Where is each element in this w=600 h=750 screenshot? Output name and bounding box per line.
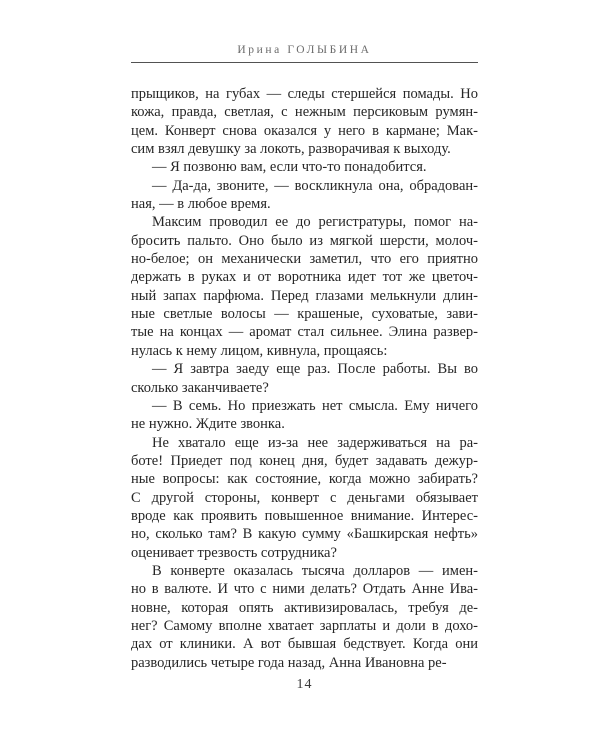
text-line: бросить пальто. Оно было из мягкой шерсти, молоч- [131,232,478,249]
paragraph [131,158,478,176]
text-line: — Да-да, звоните, — воскликнула она, обрадован- [152,177,478,194]
text-line: нулась к нему лицом, кивнула, прощаясь: [131,342,388,359]
paragraph [131,434,478,562]
text-line: — Я завтра заеду еще раз. После работы. Вы во [152,361,478,378]
text-line: боте! Приедет под конец дня, будет задавать дежур- [131,452,478,469]
text-line: не нужно. Ждите звонка. [131,416,285,433]
text-line: сколько заканчиваете? [131,379,269,396]
text-line: Не хватало еще из-за нее задерживаться на ра- [152,434,478,451]
text-line: ные вопросы: как состояние, когда можно забирать? [131,471,478,488]
text-line: но-белое; он механически заметил, что его приятно [131,251,478,268]
text-line: но в валюте. И что с ними делать? Отдать Анне Ива- [131,581,478,598]
text-line: ная, — в любое время. [131,196,271,213]
paragraph [131,213,478,360]
text-line: Максим проводил ее до регистратуры, помог на- [152,214,478,231]
text-line: вроде как проявить повышенное внимание. Интерес- [131,507,478,524]
page-number: 14 [296,677,313,692]
text-line: разводились четыре года назад, Анна Ивановна ре- [131,654,447,671]
text-line: прыщиков, на губах — следы стершейся помады. Но [131,86,478,102]
text-line: ный запах парфюма. Перед глазами мелькнули длин- [131,287,478,304]
text-line: дах от клиники. А вот бывшая бедствует. Когда они [131,636,478,653]
paragraph [131,360,478,397]
text-line: — Я позвоню вам, если что-то понадобится. [152,159,427,176]
text-line: С другой стороны, конверт с деньгами обязывает [131,489,478,506]
text-line: нег? Самому вполне хватает зарплаты и доли в дохо- [131,617,478,634]
text-line: сим взял девушку за локоть, разворачивая к выходу. [131,141,451,158]
page-body [131,85,478,672]
running-header [131,43,478,63]
text-line: тые на концах — аромат стал сильнее. Элина развер- [131,324,478,341]
paragraph [131,85,478,158]
paragraph [131,562,478,672]
text-line: ные светлые волосы — крашеные, суховатые, зави- [131,306,478,323]
text-line: но, сколько там? В какую сумму «Башкирская нефть» [131,526,478,543]
paragraph [131,397,478,434]
text-line: оценивает трезвость сотрудника? [131,544,337,561]
text-line: В конверте оказалась тысяча долларов — имен- [152,562,478,579]
paragraph [131,177,478,214]
text-line: — В семь. Но приезжать нет смысла. Ему ничего [152,397,478,414]
text-line: новне, которая опять активизировалась, требуя де- [131,599,478,616]
header-rule [131,62,478,63]
text-line: кожа, правда, светлая, с нежным персиковым румян- [131,104,478,121]
text-line: цем. Конверт снова оказался у него в кармане; Мак- [131,122,478,139]
text-line: держать в руках и от воротника идет тот же цветоч- [131,269,478,286]
author-name: Ирина ГОЛЫБИНА [237,44,372,56]
